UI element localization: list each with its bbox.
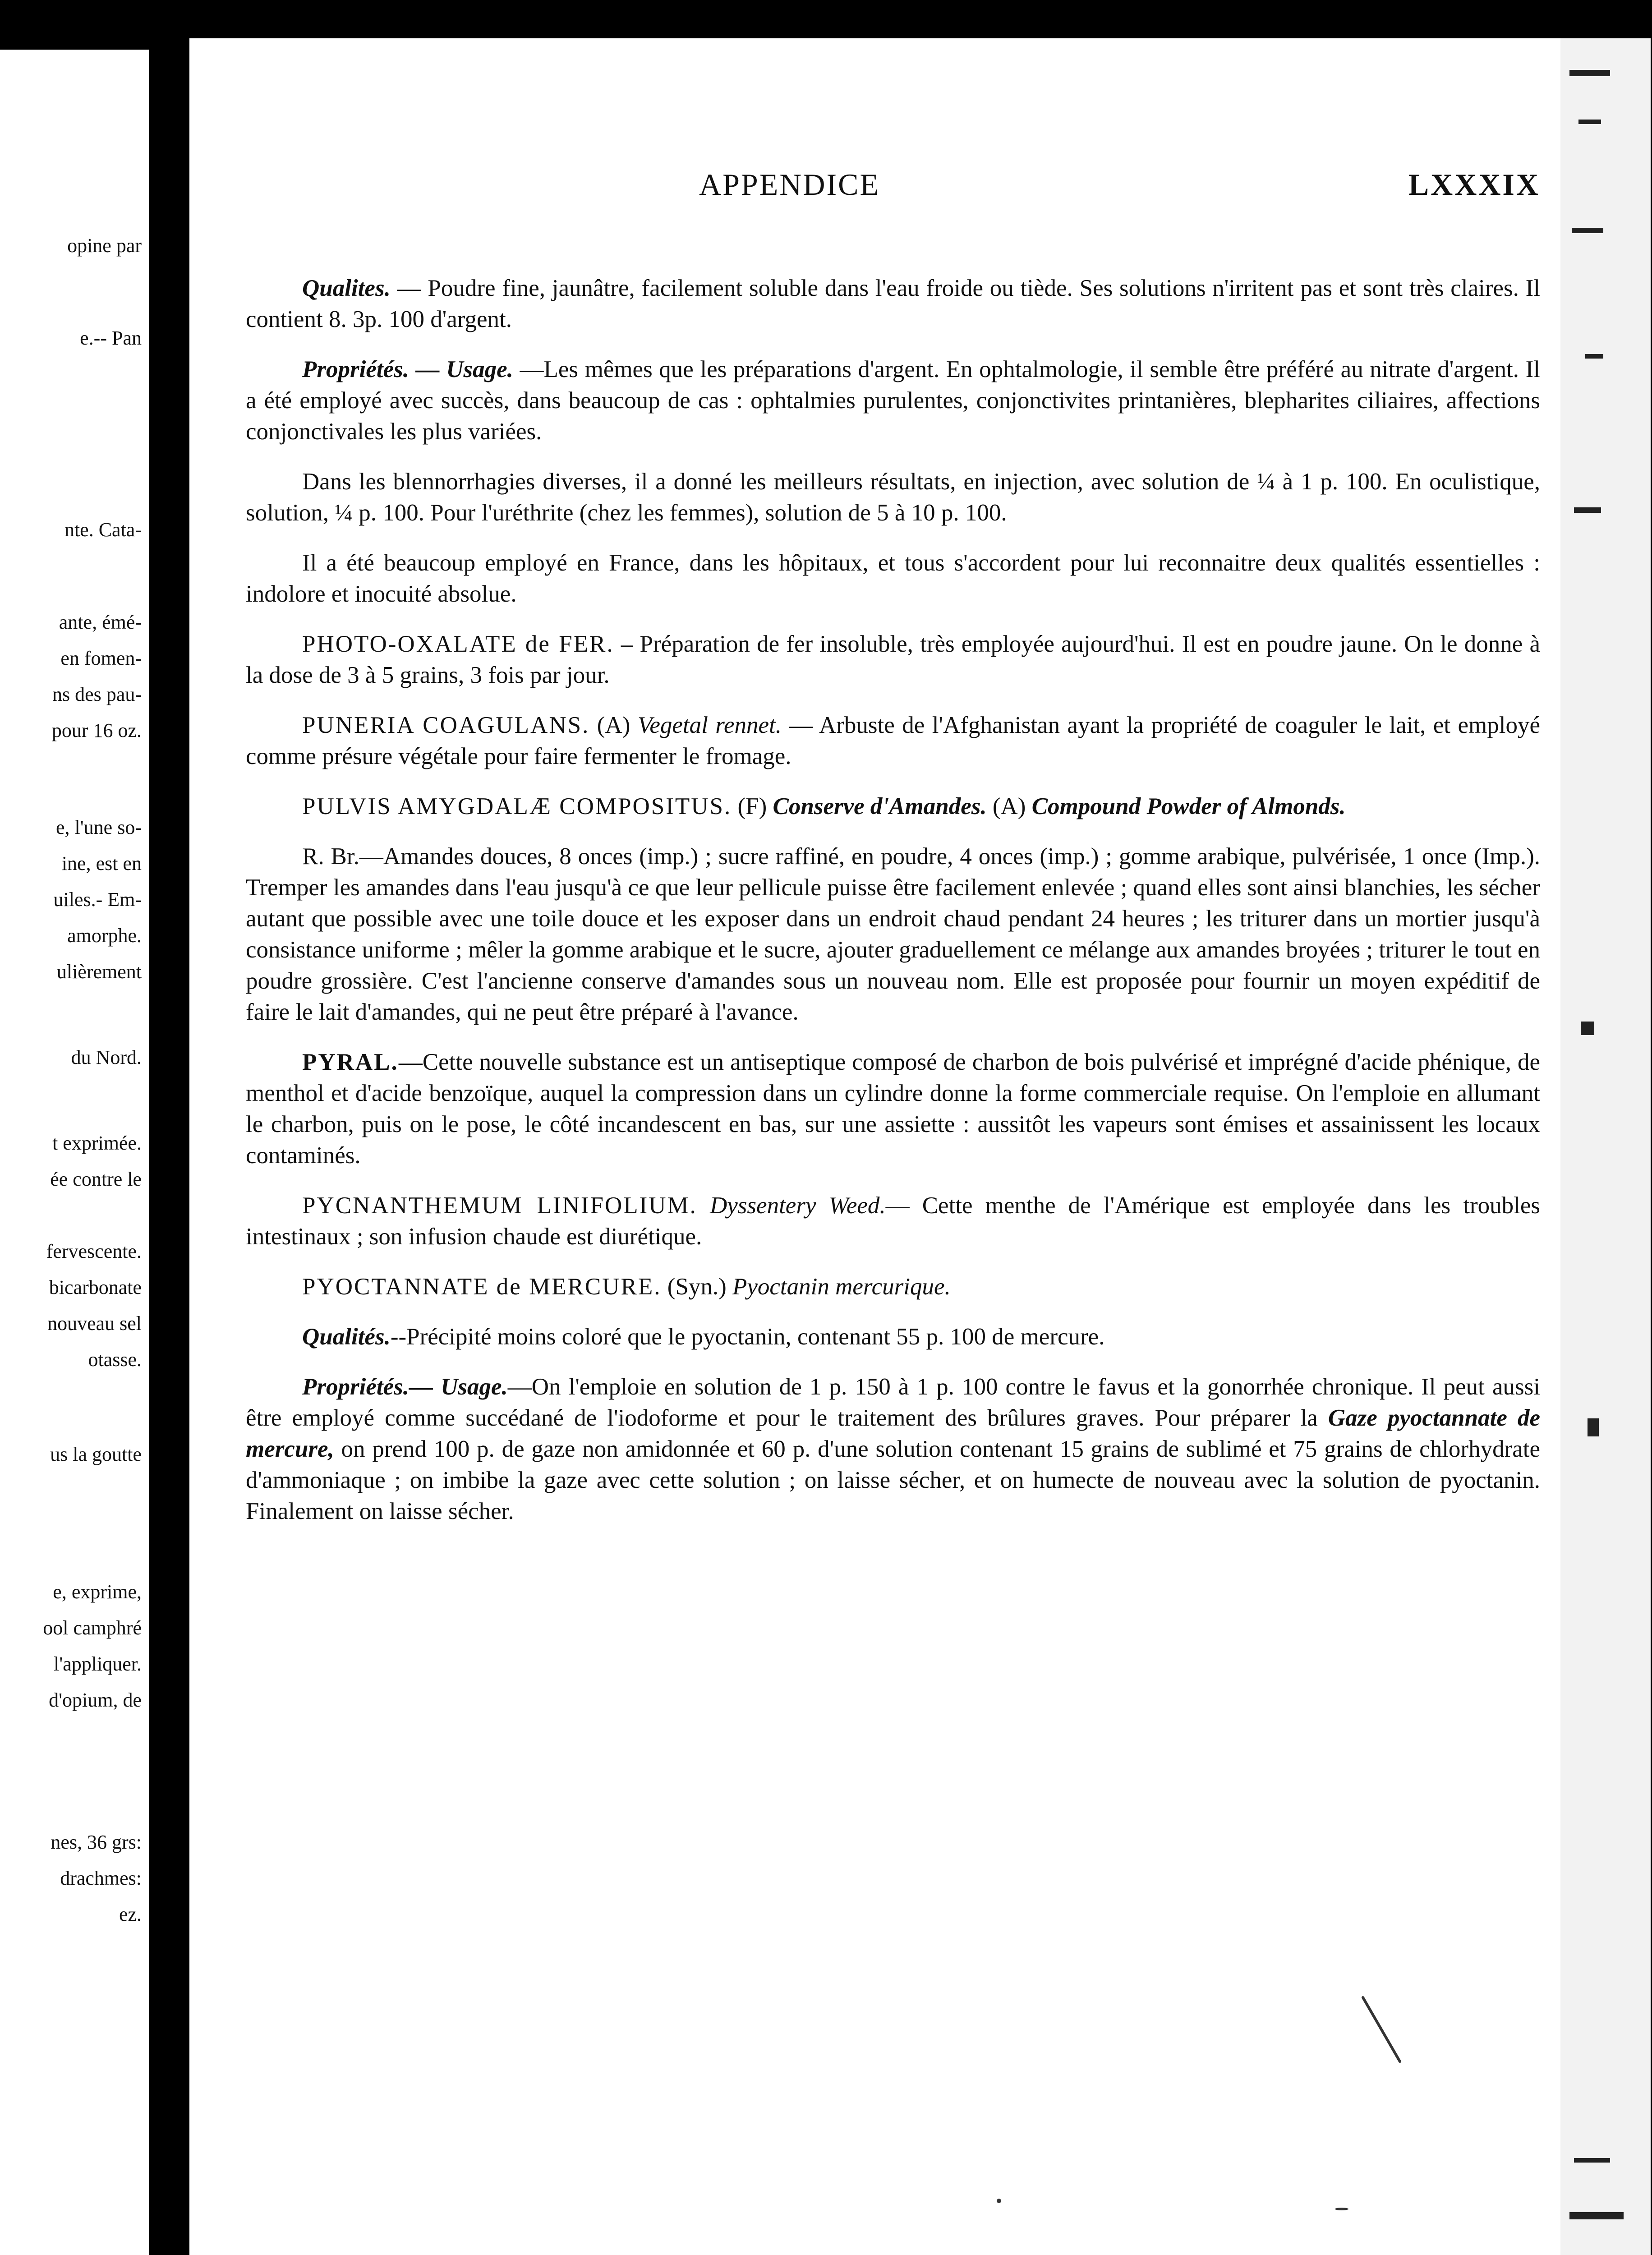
running-title: APPENDICE [699, 167, 880, 202]
entry-photo-oxalate: PHOTO-OXALATE de FER. – Préparation de fer insoluble, très employée aujourd'hui. Il est en poudre jaune. On le donne à la dose de 3 à 5 grains, 3 fois par jour. [246, 631, 1540, 688]
facing-page-fragment: du Nord. [71, 1046, 142, 1068]
scan-mark [1585, 354, 1603, 359]
book-page [189, 38, 1560, 2255]
entry-pyoctannate: PYOCTANNATE de MERCURE. (Syn.) Pyoctanin mercurique. [302, 1274, 951, 1300]
scan-mark [1581, 1022, 1594, 1035]
facing-page-fragment: ulièrement [56, 961, 142, 983]
facing-page-fragment: nouveau sel [47, 1312, 142, 1335]
facing-page-fragment: nte. Cata- [64, 519, 142, 541]
paragraph-proprietes-usage: Propriétés. — Usage. —Les mêmes que les préparations d'argent. En ophtalmologie, il semble être préféré au nitrate d'argent. Il a été employé avec succès, dans beaucoup de cas : ophtalmies purulentes, conjonctivites printanières, blepharites ciliaires, affections conjonctivales les plus variées. [246, 356, 1540, 445]
scan-mark [1572, 228, 1603, 233]
facing-page-fragment: drachmes: [60, 1867, 142, 1889]
scan-mark [1574, 507, 1601, 513]
facing-page-fragment: en fomen- [60, 647, 142, 669]
facing-page-fragment: e, l'une so- [56, 816, 142, 838]
facing-page-fragment: e.-- Pan [80, 327, 142, 349]
facing-page-fragment: t exprimée. [52, 1132, 142, 1154]
facing-page-fragment: e, exprime, [53, 1581, 142, 1603]
page-body [246, 273, 1540, 1546]
facing-page-fragment: otasse. [88, 1348, 142, 1371]
paragraph-qualites: Qualites. — Poudre fine, jaunâtre, facilement soluble dans l'eau froide ou tiède. Ses solutions n'irritent pas et sont très claires. Il contient 8. 3p. 100 d'argent. [246, 275, 1540, 332]
facing-page-fragment: ante, émé- [59, 611, 142, 633]
facing-page-fragment: us la goutte [50, 1443, 142, 1465]
facing-page-fragment: fervescente. [46, 1240, 142, 1262]
facing-page-fragment: pour 16 oz. [51, 719, 142, 741]
facing-page-fragment: bicarbonate [49, 1276, 142, 1298]
entry-heading: PUNERIA COAGULANS. [302, 712, 590, 738]
scan-mark [1588, 1418, 1599, 1436]
scan-mark [1578, 120, 1601, 124]
facing-page-fragment: uiles.- Em- [53, 888, 142, 911]
facing-page-strip [0, 50, 149, 2255]
entry-pyral: PYRAL.—Cette nouvelle substance est un antiseptique composé de charbon de bois pulvérisé et imprégné d'acide phénique, de menthol et d'acide benzoïque, auquel la compression dans un cylindre donne la forme commerciale requise. On l'emploie en allumant le charbon, puis on le pose, le côté incandescent en bas, sur une assiette : aussitôt les vapeurs sont émises et assainissent les locaux contaminés. [246, 1049, 1540, 1169]
page-header [189, 167, 1560, 207]
facing-page-fragment: ool camphré [43, 1617, 142, 1639]
entry-puneria: PUNERIA COAGULANS. (A) Vegetal rennet. — Arbuste de l'Afghanistan ayant la propriété de coaguler le lait, et employé comme présure végétale pour faire fermenter le fromage. [246, 712, 1541, 769]
entry-heading: PYCNANTHEMUM LINIFOLIUM. [302, 1192, 697, 1219]
scan-mark [1569, 70, 1610, 76]
entry-heading: PYRAL. [302, 1049, 399, 1075]
facing-page-fragment: ez. [119, 1903, 142, 1925]
entry-heading: PULVIS AMYGDALÆ COMPOSITUS. [302, 793, 732, 819]
entry-heading: PYOCTANNATE de MERCURE. [302, 1274, 662, 1300]
page-edge-strip [1560, 38, 1651, 2255]
paragraph-blennorrhagies: Dans les blennorrhagies diverses, il a donné les meilleurs résultats, en injection, avec solution de ¼ à 1 p. 100. En oculistique, solution, ¼ p. 100. Pour l'uréthrite (chez les femmes), solution de 5 à 10 p. 100. [246, 469, 1540, 526]
paragraph-proprietes-usage-2: Propriétés.— Usage.—On l'emploie en solution de 1 p. 150 à 1 p. 100 contre le favus et la gonorrhée chronique. Il peut aussi être employé comme succédané de l'iodoforme et pour le traitement des brûlures graves. Pour préparer la Gaze pyoctannate de mercure, on prend 100 p. de gaze non amidonnée et 60 p. d'une solution contenant 15 grains de sublimé et 75 grains de chlorhydrate d'ammoniaque ; on imbibe la gaze avec cette solution ; on laisse sécher, et on humecte de nouveau avec la solution de pyoctanin. Finalement on laisse sécher. [246, 1374, 1540, 1524]
facing-page-fragment: opine par [67, 235, 142, 257]
entry-pulvis-amygdalae: PULVIS AMYGDALÆ COMPOSITUS. (F) Conserve d'Amandes. (A) Compound Powder of Almonds. [302, 793, 1346, 819]
page-number: LXXXIX [1408, 167, 1540, 202]
paragraph-france: Il a été beaucoup employé en France, dans les hôpitaux, et tous s'accordent pour lui reconnaitre deux qualités essentielles : indolore et inocuité absolue. [246, 550, 1540, 607]
scan-mark [997, 2199, 1001, 2203]
scan-mark [1574, 2158, 1610, 2163]
paragraph-qualites-2: Qualités.--Précipité moins coloré que le pyoctanin, contenant 55 p. 100 de mercure. [302, 1324, 1105, 1350]
facing-page-fragment: ine, est en [61, 852, 142, 874]
facing-page-fragment: d'opium, de [49, 1689, 142, 1711]
paragraph-recipe: R. Br.—Amandes douces, 8 onces (imp.) ; sucre raffiné, en poudre, 4 onces (imp.) ; gomme arabique, pulvérisée, 1 once (Imp.). Tremper les amandes dans l'eau jusqu'à ce que leur pellicule puisse être facilement enlevée ; quand elles sont ainsi blanchies, les sécher autant que possible avec une toile douce et les exposer dans un endroit chaud pendant 24 heures ; les triturer dans un mortier jusqu'à consistance uniforme ; mêler la gomme arabique et le sucre, ajouter graduellement ce mélange aux amandes broyées ; triturer le tout en poudre grossière. C'est l'ancienne conserve d'amandes sous un nouveau nom. Elle est proposée pour fournir un moyen expéditif de faire le lait d'amandes, qui ne peut être préparé à l'avance. [246, 843, 1540, 1025]
entry-heading: PHOTO-OXALATE de FER. [302, 631, 614, 657]
scan-mark [1361, 1996, 1402, 2063]
scan-mark [1335, 2208, 1348, 2210]
facing-page-fragment: ns des pau- [52, 683, 142, 705]
scan-mark [1569, 2212, 1624, 2219]
facing-page-fragment: ée contre le [50, 1168, 142, 1190]
facing-page-fragment: l'appliquer. [54, 1653, 142, 1675]
entry-pycnanthemum: PYCNANTHEMUM LINIFOLIUM. Dyssentery Weed.— Cette menthe de l'Amérique est employée dans les troubles intestinaux ; son infusion chaude est diurétique. [246, 1192, 1540, 1250]
facing-page-fragment: amorphe. [67, 925, 142, 947]
facing-page-fragment: nes, 36 grs: [51, 1831, 142, 1853]
